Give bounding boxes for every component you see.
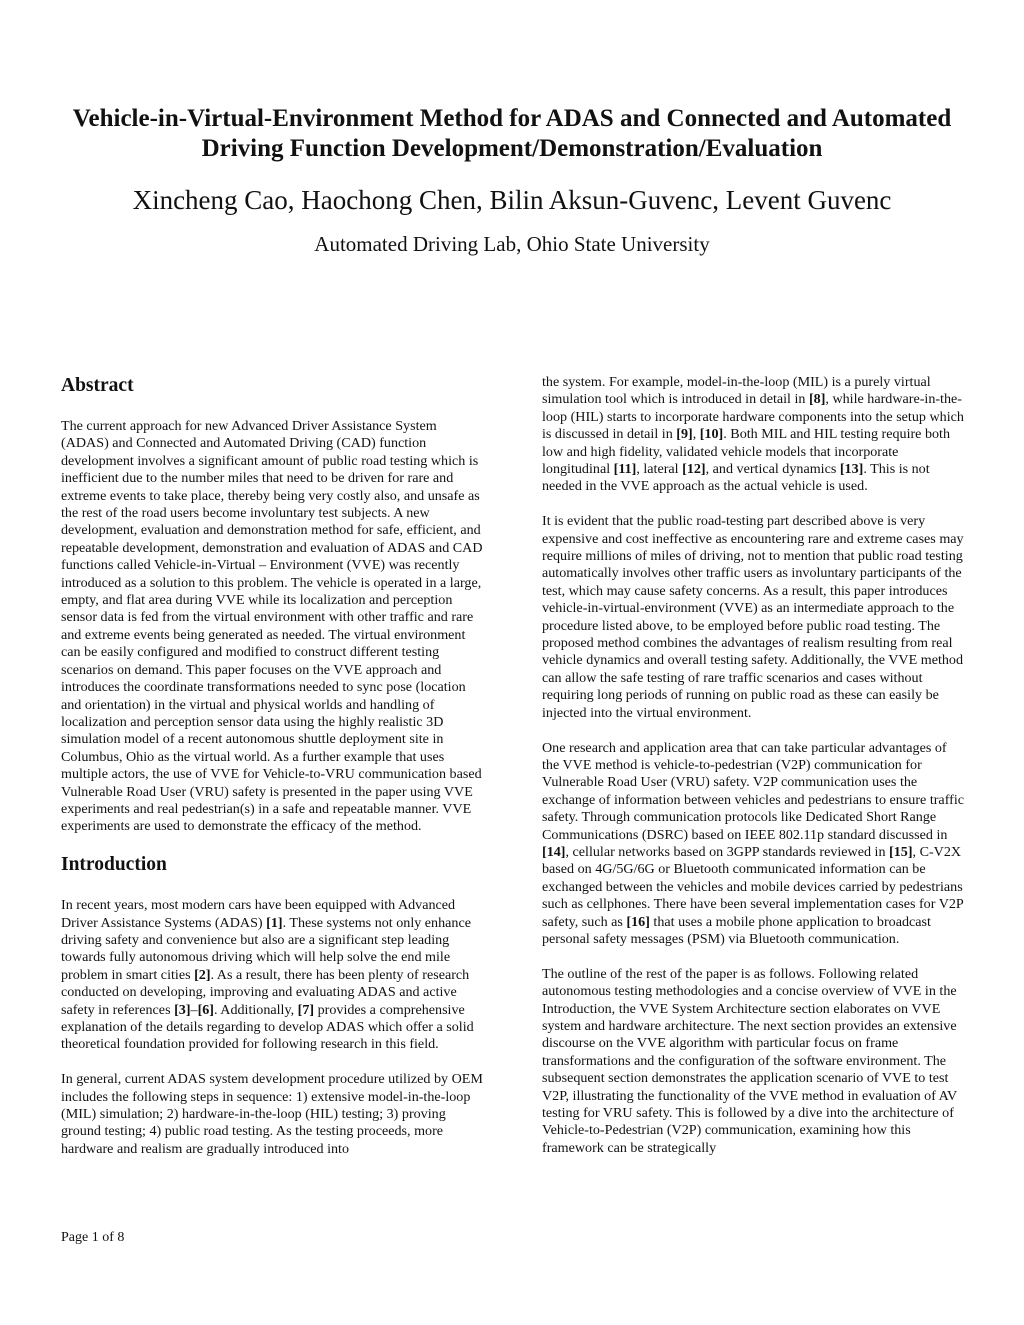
right-column <box>542 374 966 1175</box>
citation[interactable]: [6] <box>197 1001 214 1018</box>
citation[interactable]: [14] <box>542 843 566 860</box>
citation[interactable]: [11] <box>613 461 637 478</box>
affiliation: Automated Driving Lab, Ohio State University <box>314 232 710 256</box>
citation[interactable]: [8] <box>808 391 826 408</box>
paper-title <box>40 104 984 164</box>
title-line-1: Vehicle-in-Virtual-Environment Method for ADAS and Connected and Automated <box>72 105 952 132</box>
citation[interactable]: [16] <box>626 913 650 930</box>
right-paragraph-4: The outline of the rest of the paper is as follows. Following related autonomous testing methodologies and a concise overview of VVE in the Introduction, the VVE System Architecture section elaborates on VVE system and hardware architecture. The next section provides an extensive discourse on the VVE algorithm with particular focus on frame transformations and the configuration of the software environment. The subsequent section demonstrates the application scenario of VVE to test V2P, illustrating the functionality of the VVE method in evaluation of AV testing for VRU safety. This is followed by a dive into the architecture of Vehicle-to-Pedestrian (V2P) communication, examining how this framework can be strategically <box>542 965 957 1156</box>
right-paragraph-3: One research and application area that can take particular advantages of the VVE method is vehicle-to-pedestrian (V2P) communication for Vulnerable Road User (VRU) safety. V2P communication uses the exchange of information between vehicles and pedestrians to ensure traffic safety. Through communication protocols like Dedicated Short Range Communications (DSRC) based on IEEE 802.11p standard discussed in [14], cellular networks based on 3GPP standards reviewed in [15], C-V2X based on 4G/5G/6G or Bluetooth communicated information can be exchanged between the vehicles and mobile devices carried by pedestrians such as cellphones. There have been several implementation cases for V2P safety, such as [16] that uses a mobile phone application to broadcast personal safety messages (PSM) via Bluetooth communication. <box>542 739 964 947</box>
page-number: Page 1 of 8 <box>61 1230 125 1245</box>
introduction-heading: Introduction <box>61 854 167 876</box>
intro-paragraph-2: In general, current ADAS system development procedure utilized by OEM includes the following steps in sequence: 1) extensive model-in-the-loop (MIL) simulation; 2) hardware-in-the-loop (HIL) testing; 3) proving ground testing; 4) public road testing. As the testing proceeds, more hardware and realism are gradually introduced into <box>61 1071 483 1157</box>
authors: Xincheng Cao, Haochong Chen, Bilin Aksun-Guvenc, Levent Guvenc <box>132 185 892 215</box>
citation[interactable]: [10] <box>699 426 724 443</box>
citation[interactable]: [7] <box>297 1001 315 1018</box>
right-paragraph-2: It is evident that the public road-testing part described above is very expensive and cost ineffective as encountering rare and extreme cases may require millions of miles of driving, not to mention that public road testing automatically involves other traffic users as involuntary participants of the test, which may cause safety concerns. As a result, this paper introduces vehicle-in-virtual-environment (VVE) as an intermediate approach to the procedure listed above, to be employed before public road testing. The proposed method combines the advantages of realism resulting from real vehicle dynamics and overall testing safety. Additionally, the VVE method can allow the safe testing of rare traffic scenarios and cases without requiring long periods of running on public road as these can easily be injected into the virtual environment. <box>542 513 964 721</box>
citation[interactable]: [2] <box>194 966 211 983</box>
citation[interactable]: [9] <box>676 426 693 443</box>
intro-paragraph-1: In recent years, most modern cars have been equipped with Advanced Driver Assistance Systems (ADAS) [1]. These systems not only enhance driving safety and convenience but also are a significant step leading towards fully autonomous driving which will help solve the end mile problem in smart cities [2]. As a result, there has been plenty of research conducted on developing, improving and evaluating ADAS and active safety in references [3]–[6]. Additionally, [7] provides a comprehensive explanation of the details regarding to develop ADAS which offer a solid theoretical foundation provided for following research in this field. <box>61 897 474 1053</box>
left-column <box>61 374 485 1176</box>
right-paragraph-1: the system. For example, model-in-the-loop (MIL) is a purely virtual simulation tool which is introduced in detail in [8], while hardware-in-the-loop (HIL) starts to incorporate hardware components into the setup which is discussed in detail in [9], [10]. Both MIL and HIL testing require both low and high fidelity, validated vehicle models that incorporate longitudinal [11], lateral [12], and vertical dynamics [13]. This is not needed in the VVE approach as the actual vehicle is used. <box>542 374 964 495</box>
abstract-heading: Abstract <box>61 375 134 396</box>
citation[interactable]: [13] <box>839 461 864 478</box>
citation[interactable]: [15] <box>889 843 913 860</box>
title-line-2: Driving Function Development/Demonstration/Evaluation <box>201 135 823 162</box>
citation[interactable]: [3] <box>174 1001 191 1018</box>
abstract-text: The current approach for new Advanced Driver Assistance System (ADAS) and Connected and Automated Driving (CAD) function development involves a significant amount of public road testing which is inefficient due to the number miles that need to be driven for rare and extreme events to take place, thereby being very costly also, and unsafe as the rest of the road users become involuntary test subjects. A new development, evaluation and demonstration method for safe, efficient, and repeatable development, demonstration and evaluation of ADAS and CAD functions called Vehicle-in-Virtual – Environment (VVE) was recently introduced as a solution to this problem. The vehicle is operated in a large, empty, and flat area during VVE while its localization and perception sensor data is fed from the virtual environment with other traffic and rare and extreme events being generated as needed. The virtual environment can be easily configured and modified to construct different testing scenarios on demand. This paper focuses on the VVE approach and introduces the coordinate transformations needed to sync pose (location and orientation) in the virtual and physical worlds and handling of localization and perception sensor data using the highly realistic 3D simulation model of a recent autonomous shuttle deployment site in Columbus, Ohio as the virtual world. As a further example that uses multiple actors, the use of VVE for Vehicle-to-VRU communication based Vulnerable Road User (VRU) safety is presented in the paper using VVE experiments and real pedestrian(s) in a safe and repeatable manner. VVE experiments are used to demonstrate the efficacy of the method. <box>61 418 483 835</box>
citation[interactable]: [12] <box>682 461 706 478</box>
citation[interactable]: [1] <box>266 914 283 931</box>
